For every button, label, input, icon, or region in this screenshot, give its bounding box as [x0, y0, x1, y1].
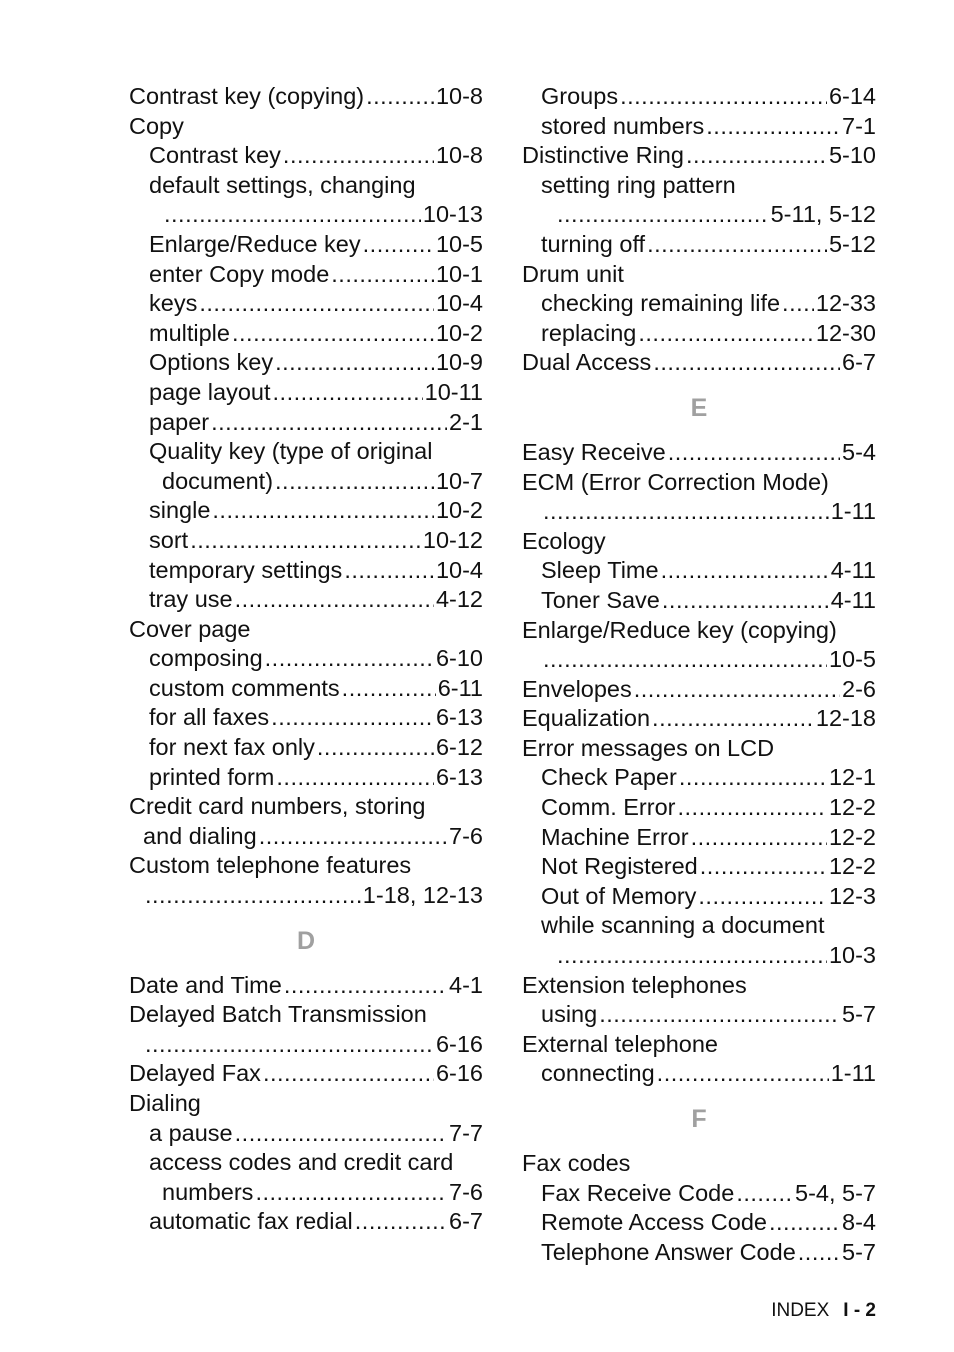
entry-page: 5-7: [842, 1001, 876, 1028]
entry-page: 12-18: [815, 705, 876, 732]
page-number: I - 2: [843, 1300, 876, 1321]
leader-dots: [662, 586, 829, 616]
entry-page: 7-7: [449, 1119, 483, 1146]
entry-page: 6-16: [435, 1060, 483, 1087]
index-entry: [522, 438, 876, 468]
entry-page: 12-3: [828, 882, 876, 909]
entry-term: composing: [149, 645, 263, 672]
entry-page: 4-11: [830, 586, 876, 613]
entry-term: Contrast key: [149, 142, 281, 169]
index-subentry: [129, 230, 483, 260]
index-subentry: [129, 526, 483, 556]
leader-dots: [275, 467, 434, 497]
index-subentry: [522, 82, 876, 112]
index-entry: [522, 348, 876, 378]
leader-dots: [668, 438, 840, 468]
entry-page: 10-5: [435, 230, 483, 257]
leader-dots: [355, 1207, 447, 1237]
index-subentry: [129, 763, 483, 793]
entry-page: 6-13: [435, 704, 483, 731]
entry-page: 5-4, 5-7: [795, 1179, 876, 1206]
index-subentry: access codes and credit card: [149, 1149, 454, 1176]
entry-page: 7-6: [449, 822, 483, 849]
entry-page: 5-7: [842, 1238, 876, 1265]
entry-page: 5-12: [828, 230, 876, 257]
entry-page: 5-4: [842, 438, 876, 465]
entry-page: 10-7: [435, 467, 483, 494]
entry-page: 5-11, 5-12: [770, 201, 876, 228]
index-column-right: [522, 82, 876, 1267]
index-subentry: [522, 1179, 876, 1209]
entry-page: 10-9: [435, 349, 483, 376]
leader-dots: [638, 319, 814, 349]
leader-dots: [679, 763, 827, 793]
index-subentry: [129, 378, 483, 408]
index-subentry: [522, 112, 876, 142]
index-entry: External telephone: [522, 1030, 718, 1057]
entry-term: stored numbers: [541, 112, 705, 139]
entry-term: replacing: [541, 319, 637, 346]
leader-dots: [317, 733, 434, 763]
index-subentry-continuation: [129, 1178, 483, 1208]
entry-page: 6-7: [449, 1208, 483, 1235]
entry-term: Out of Memory: [541, 882, 697, 909]
index-subentry: [129, 319, 483, 349]
leader-dots: [543, 645, 827, 675]
leader-dots: [145, 881, 361, 911]
index-entry: Custom telephone features: [129, 852, 412, 879]
entry-page: 10-11: [424, 378, 483, 405]
entry-term: Not Registered: [541, 853, 698, 880]
entry-page: 4-12: [435, 586, 483, 613]
index-subentry: [522, 556, 876, 586]
entry-page: 7-1: [842, 112, 876, 139]
entry-term: Envelopes: [522, 675, 632, 702]
entry-term: temporary settings: [149, 556, 343, 583]
index-subentry-continuation: [522, 200, 876, 230]
leader-dots: [235, 1119, 447, 1149]
index-subentry: [129, 703, 483, 733]
entry-page: 5-10: [828, 142, 876, 169]
entry-page: 2-6: [842, 675, 876, 702]
leader-dots: [259, 822, 447, 852]
leader-dots: [557, 941, 827, 971]
entry-term: checking remaining life: [541, 290, 781, 317]
index-subentry: [522, 763, 876, 793]
entry-term: Check Paper: [541, 764, 677, 791]
entry-page: 6-11: [437, 674, 483, 701]
entry-page: 12-33: [815, 290, 876, 317]
leader-dots: [661, 556, 829, 586]
index-entry-continuation: [522, 497, 876, 527]
index-subentry: [129, 556, 483, 586]
index-subentry: [129, 585, 483, 615]
leader-dots: [634, 675, 840, 705]
index-subentry: [522, 852, 876, 882]
entry-page: 10-1: [435, 260, 483, 287]
leader-dots: [782, 289, 814, 319]
index-entry-continuation: [129, 881, 483, 911]
section-heading-f: F: [691, 1105, 707, 1133]
leader-dots: [691, 823, 827, 853]
entry-term: enter Copy mode: [149, 260, 330, 287]
entry-page: 12-1: [828, 764, 876, 791]
index-entry: [522, 141, 876, 171]
leader-dots: [190, 526, 421, 556]
index-subentry: [522, 230, 876, 260]
index-entry: Ecology: [522, 527, 606, 554]
entry-term: sort: [149, 526, 189, 553]
index-subentry: [129, 644, 483, 674]
entry-page: 10-2: [435, 319, 483, 346]
entry-term: automatic fax redial: [149, 1208, 353, 1235]
entry-term: document): [162, 467, 274, 494]
leader-dots: [235, 585, 434, 615]
entry-page: 10-8: [435, 83, 483, 109]
entry-page: 4-11: [830, 557, 876, 584]
leader-dots: [199, 289, 434, 319]
entry-term: Toner Save: [541, 586, 660, 613]
leader-dots: [212, 496, 434, 526]
leader-dots: [366, 82, 434, 112]
index-entry: Enlarge/Reduce key (copying): [522, 616, 837, 643]
entry-term: page layout: [149, 378, 271, 405]
entry-page: 8-4: [842, 1209, 876, 1236]
entry-page: 6-16: [435, 1030, 483, 1057]
entry-term: Easy Receive: [522, 438, 666, 465]
index-subentry: while scanning a document: [541, 912, 825, 939]
index-entry: Extension telephones: [522, 971, 747, 998]
entry-page: 6-14: [828, 83, 876, 109]
leader-dots: [275, 348, 434, 378]
entry-term: Telephone Answer Code: [541, 1238, 796, 1265]
entry-term: tray use: [149, 586, 233, 613]
leader-dots: [211, 408, 447, 438]
index-subentry: setting ring pattern: [541, 171, 736, 198]
index-subentry: [129, 1119, 483, 1149]
leader-dots: [265, 644, 434, 674]
index-subentry: [129, 289, 483, 319]
entry-term: Equalization: [522, 705, 651, 732]
index-entry: Dialing: [129, 1090, 201, 1116]
entry-term: using: [541, 1001, 598, 1028]
index-entry: [129, 82, 483, 112]
leader-dots: [798, 1238, 840, 1268]
leader-dots: [706, 112, 840, 142]
index-entry: [129, 971, 483, 1001]
index-subentry: default settings, changing: [149, 171, 416, 198]
entry-page: 2-1: [449, 408, 483, 435]
index-subentry: [129, 141, 483, 171]
index-subentry: [522, 1059, 876, 1089]
index-subentry: [522, 289, 876, 319]
index-entry-continuation: [129, 822, 483, 852]
index-entry-continuation: [522, 645, 876, 675]
index-subentry: [129, 733, 483, 763]
entry-term: printed form: [149, 763, 275, 790]
section-heading-d: D: [296, 926, 316, 955]
leader-dots: [363, 230, 434, 260]
index-entry: [522, 675, 876, 705]
index-subentry: [129, 348, 483, 378]
entry-term: Sleep Time: [541, 557, 659, 584]
leader-dots: [599, 1000, 840, 1030]
entry-page: 10-4: [435, 556, 483, 583]
entry-page: 4-1: [449, 971, 483, 998]
leader-dots: [232, 319, 434, 349]
entry-term: a pause: [149, 1119, 233, 1146]
entry-term: Distinctive Ring: [522, 142, 684, 169]
index-subentry: [522, 319, 876, 349]
index-entry: Fax codes: [522, 1150, 631, 1176]
entry-term: Fax Receive Code: [541, 1179, 735, 1206]
entry-page: 1-11: [830, 498, 876, 525]
entry-page: 12-30: [815, 319, 876, 346]
section-heading-e: E: [690, 393, 708, 422]
entry-page: 6-7: [842, 349, 876, 376]
entry-page: 10-8: [435, 142, 483, 169]
index-entry: Cover page: [129, 615, 251, 642]
index-subentry-continuation: [522, 941, 876, 971]
leader-dots: [657, 1059, 829, 1089]
leader-dots: [769, 1208, 840, 1238]
leader-dots: [284, 971, 447, 1001]
entry-page: 6-12: [435, 734, 483, 761]
index-subentry: [129, 408, 483, 438]
leader-dots: [652, 704, 814, 734]
leader-dots: [620, 82, 827, 112]
index-subentry: [129, 496, 483, 526]
leader-dots: [164, 200, 421, 230]
entry-term: multiple: [149, 319, 230, 346]
entry-term: Date and Time: [129, 971, 282, 998]
index-entry: ECM (Error Correction Mode): [522, 468, 829, 495]
index-entry: Credit card numbers, storing: [129, 793, 426, 820]
leader-dots: [273, 378, 423, 408]
leader-dots: [557, 200, 769, 230]
entry-page: 10-4: [435, 290, 483, 317]
entry-page: 7-6: [449, 1178, 483, 1205]
leader-dots: [342, 674, 436, 704]
leader-dots: [145, 1030, 434, 1060]
entry-page: 1-11: [830, 1060, 876, 1087]
page-footer: [771, 1300, 876, 1322]
entry-page: 12-2: [828, 853, 876, 880]
entry-term: and dialing: [143, 822, 257, 849]
index-subentry: [522, 823, 876, 853]
entry-term: Dual Access: [522, 349, 652, 376]
entry-term: Comm. Error: [541, 794, 676, 821]
leader-dots: [736, 1179, 793, 1209]
leader-dots: [276, 763, 434, 793]
entry-term: single: [149, 497, 211, 524]
entry-page: 10-13: [422, 201, 483, 228]
entry-term: paper: [149, 408, 210, 435]
index-subentry: [522, 1238, 876, 1268]
index-subentry: [129, 260, 483, 290]
index-entry: Copy: [129, 112, 184, 139]
entry-term: for next fax only: [149, 734, 315, 761]
entry-page: 1-18, 12-13: [362, 882, 483, 909]
leader-dots: [653, 348, 840, 378]
entry-term: Contrast key (copying): [129, 83, 365, 109]
leader-dots: [331, 260, 434, 290]
index-subentry: [522, 1000, 876, 1030]
entry-term: turning off: [541, 230, 646, 257]
leader-dots: [263, 1059, 434, 1089]
entry-term: Enlarge/Reduce key: [149, 230, 361, 257]
index-subentry: [129, 1207, 483, 1237]
index-column-left: [129, 82, 483, 1237]
leader-dots: [344, 556, 434, 586]
index-subentry: [129, 674, 483, 704]
leader-dots: [677, 793, 826, 823]
entry-term: Machine Error: [541, 823, 689, 850]
entry-term: keys: [149, 290, 198, 317]
entry-page: 10-2: [435, 497, 483, 524]
index-subentry: [522, 882, 876, 912]
entry-page: 12-2: [828, 823, 876, 850]
entry-term: Delayed Fax: [129, 1060, 261, 1087]
index-subentry: [522, 1208, 876, 1238]
index-subentry: [522, 586, 876, 616]
entry-page: 6-13: [435, 763, 483, 790]
index-subentry: Quality key (type of original: [149, 438, 433, 465]
leader-dots: [686, 141, 827, 171]
entry-page: 10-12: [422, 526, 483, 553]
leader-dots: [647, 230, 827, 260]
leader-dots: [255, 1178, 447, 1208]
entry-term: for all faxes: [149, 704, 270, 731]
leader-dots: [543, 497, 829, 527]
index-entry: Drum unit: [522, 260, 624, 287]
leader-dots: [700, 852, 827, 882]
leader-dots: [698, 882, 827, 912]
entry-term: Options key: [149, 349, 274, 376]
index-entry: Error messages on LCD: [522, 734, 775, 761]
leader-dots: [271, 703, 434, 733]
entry-term: Remote Access Code: [541, 1209, 767, 1236]
index-subentry: [522, 793, 876, 823]
entry-term: custom comments: [149, 674, 340, 701]
index-subentry-continuation: [129, 467, 483, 497]
index-entry-continuation: [129, 1030, 483, 1060]
index-entry: [129, 1059, 483, 1089]
footer-label: INDEX: [771, 1300, 830, 1321]
leader-dots: [283, 141, 434, 171]
index-subentry-continuation: [129, 200, 483, 230]
entry-page: 10-5: [828, 646, 876, 673]
entry-term: Groups: [541, 83, 619, 109]
entry-page: 10-3: [828, 942, 876, 969]
index-entry: Delayed Batch Transmission: [129, 1001, 427, 1028]
entry-term: connecting: [541, 1060, 655, 1087]
entry-term: numbers: [162, 1178, 254, 1205]
entry-page: 12-2: [828, 794, 876, 821]
index-entry: [522, 704, 876, 734]
entry-page: 6-10: [435, 645, 483, 672]
